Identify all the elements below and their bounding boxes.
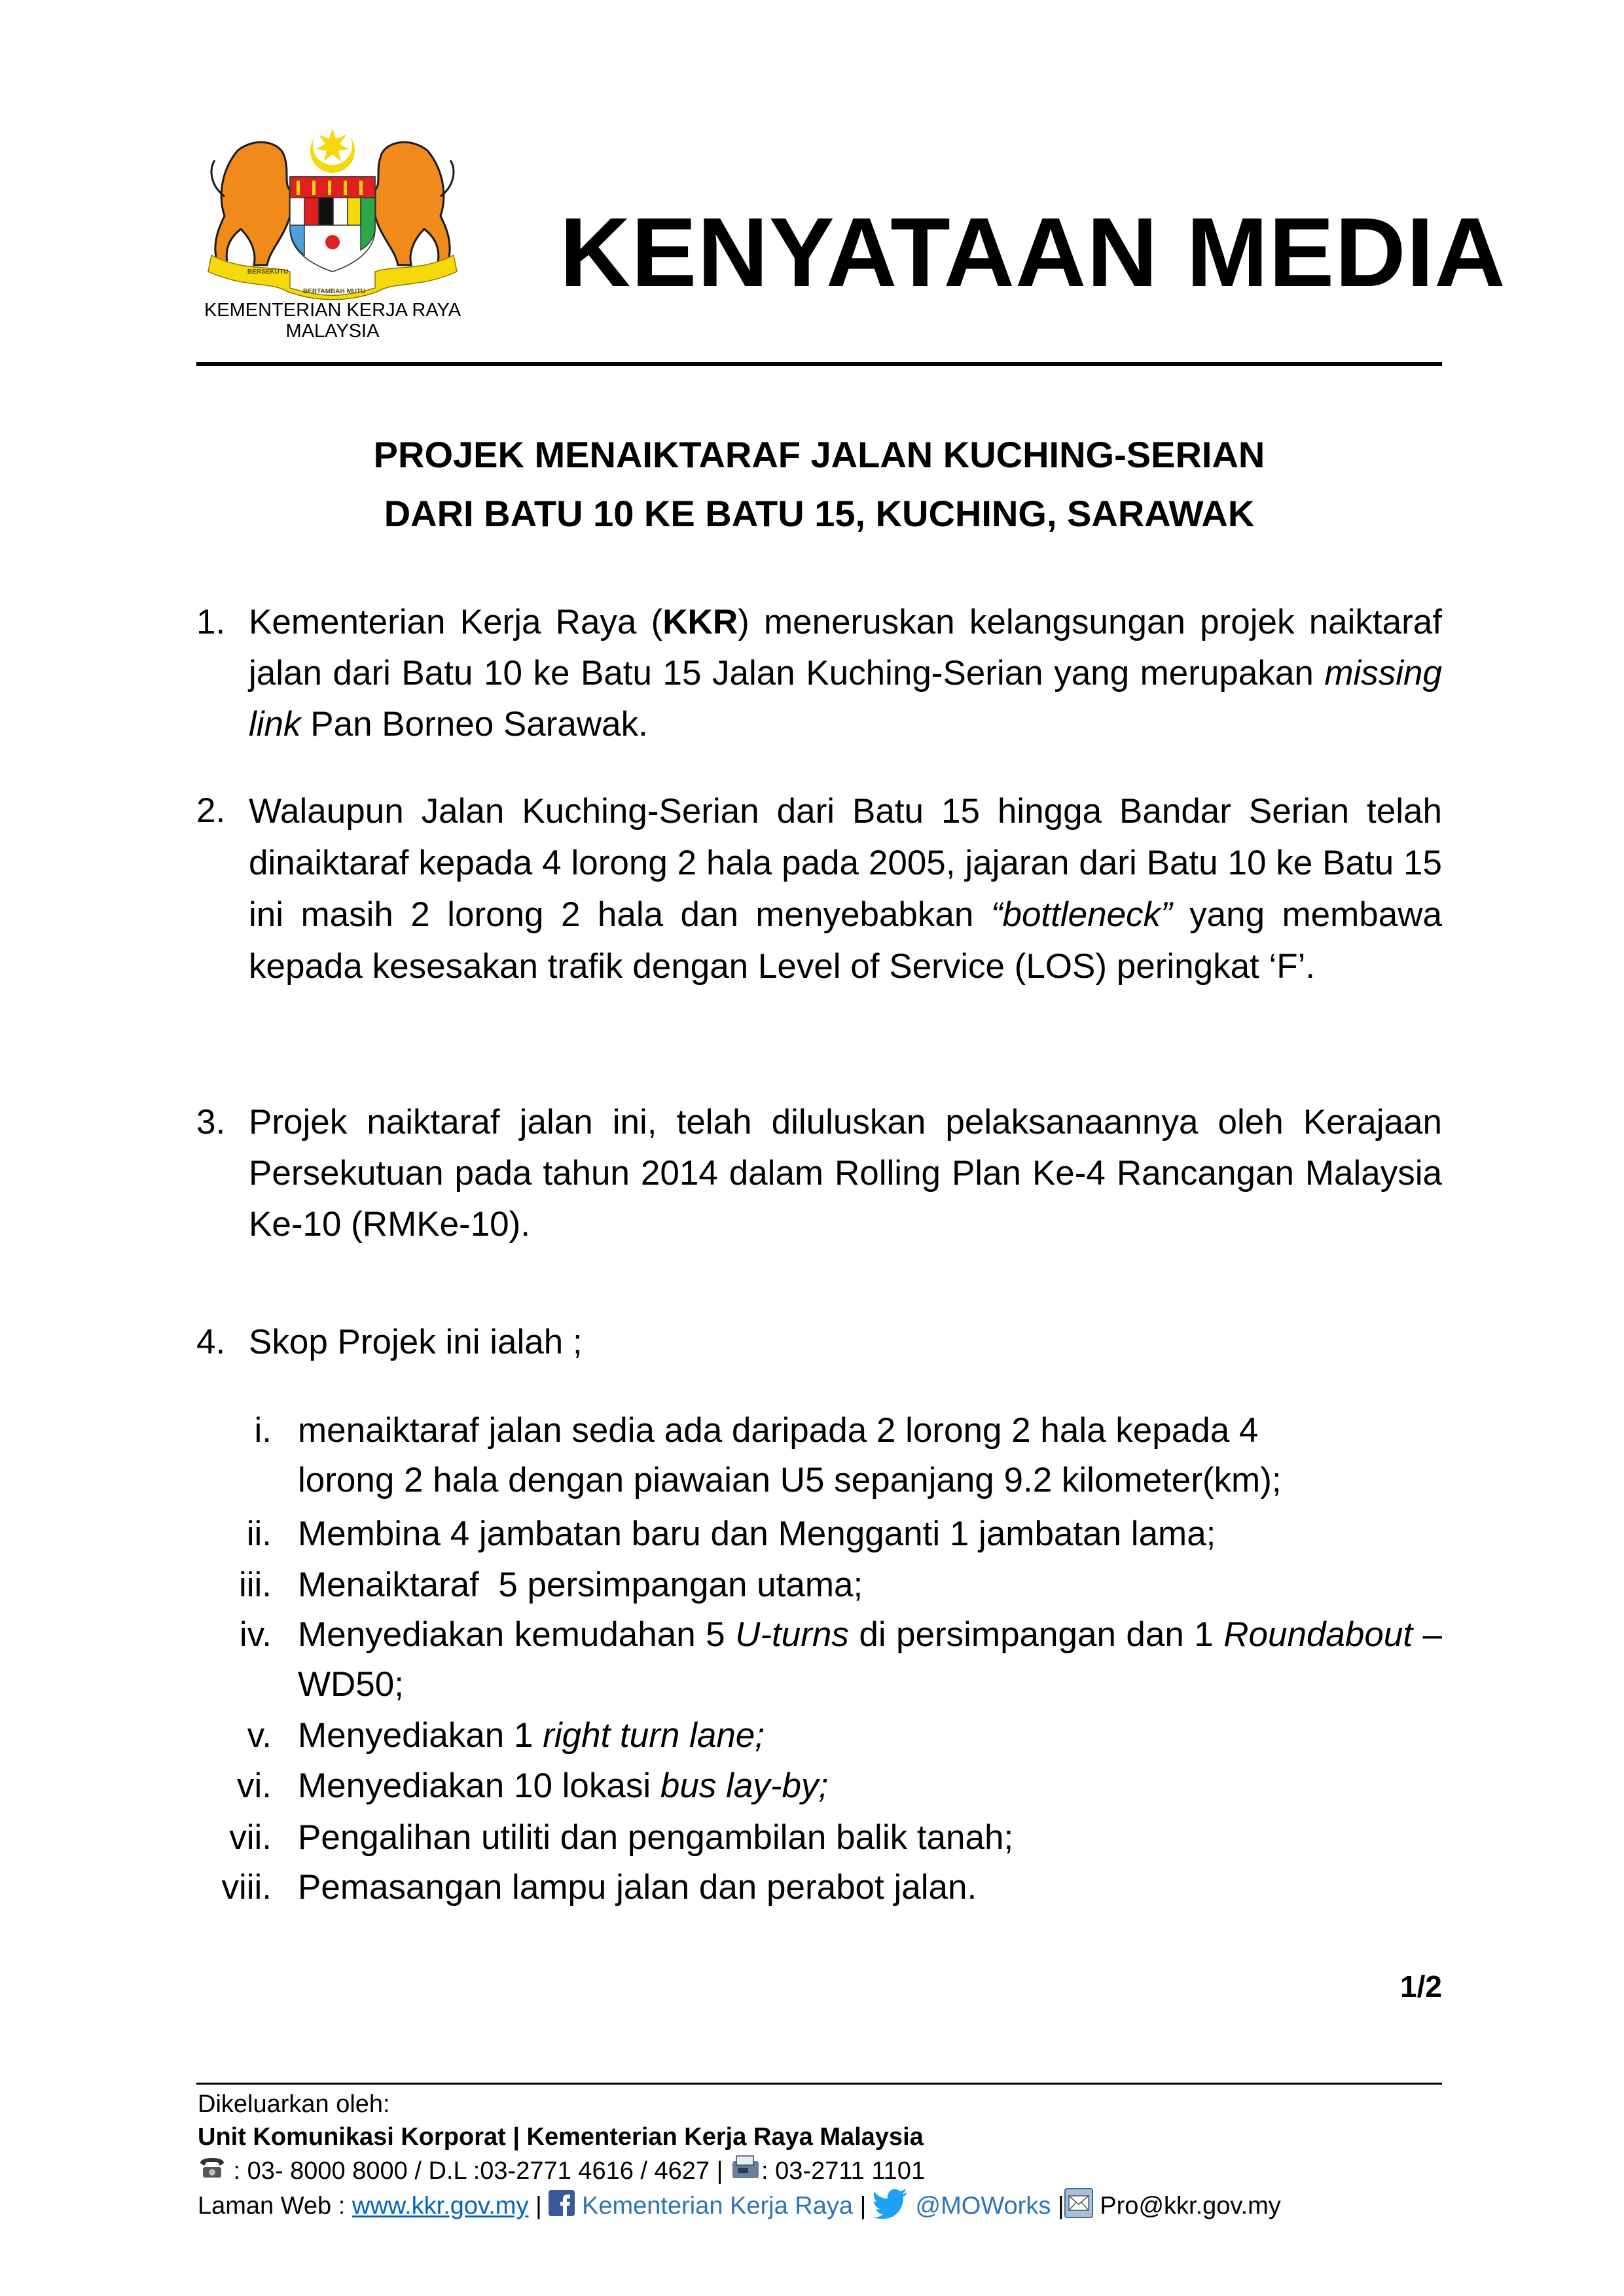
text-segment: Pan Borneo Sarawak. [300, 705, 648, 744]
text-segment: Pengalihan utiliti dan pengambilan balik tanah; [298, 1818, 1014, 1857]
text-segment: Kementerian Kerja Raya ( [249, 603, 663, 641]
text-segment: Projek naiktaraf jalan ini, telah diluluskan pelaksanaannya oleh Kerajaan Persekutuan pada tahun 2014 dalam Rolling Plan Ke-4 Rancangan Malaysia Ke-10 (RMKe-10). [249, 1103, 1442, 1244]
scope-text [298, 1406, 1358, 1505]
email-icon[interactable] [1064, 2188, 1093, 2227]
text-segment: yang membawa kepada kesesakan trafik dengan Level of Service (LOS) peringkat ‘F’. [249, 895, 1443, 986]
scope-item [190, 1761, 1442, 1811]
title-line-2: DARI BATU 10 KE BATU 15, KUCHING, SARAWAK [384, 493, 1255, 534]
text-segment: Skop Projek ini ialah ; [249, 1323, 583, 1361]
text-segment: – WD50; [298, 1615, 1443, 1704]
scope-numeral: vii. [229, 1818, 272, 1857]
press-release-title [196, 425, 1442, 543]
scope-text [298, 1863, 1442, 1912]
footer-issued-by: Dikeluarkan oleh: [198, 2090, 390, 2118]
website-link[interactable]: www.kkr.gov.my [352, 2192, 529, 2220]
scope-item [190, 1813, 1442, 1863]
text-segment: ) meneruskan kelangsungan projek naiktaraf jalan dari Batu 10 ke Batu 15 Jalan Kuching-Serian yang merupakan [249, 603, 1442, 692]
footer-contact-line [198, 2155, 925, 2189]
text-segment: missing link [249, 654, 1442, 744]
scope-text [298, 1610, 1442, 1710]
scope-item [190, 1406, 1442, 1505]
paragraph-number: 2. [196, 791, 226, 830]
logo-org-line2: MALAYSIA [285, 321, 380, 342]
logo-org-line1: KEMENTERIAN KERJA RAYA [204, 300, 461, 321]
text-segment: U-turns [735, 1615, 849, 1654]
ministry-logo [192, 124, 473, 344]
paragraph-2 [196, 785, 1442, 992]
paragraph-text [249, 785, 1442, 992]
paragraph-1 [196, 597, 1442, 750]
title-line-1: PROJEK MENAIKTARAF JALAN KUCHING-SERIAN [373, 434, 1265, 475]
fax-text: : 03-2711 1101 [761, 2157, 926, 2185]
scope-text [298, 1509, 1442, 1559]
text-segment: Menyediakan 10 lokasi [298, 1767, 660, 1805]
phone-text: : 03- 8000 8000 / D.L :03-2771 4616 / 4627 | [226, 2157, 723, 2185]
scope-numeral: vi. [237, 1767, 272, 1805]
scope-text [298, 1711, 1442, 1761]
scope-item [190, 1509, 1442, 1559]
text-segment: Menyediakan kemudahan 5 [298, 1615, 736, 1654]
telephone-icon [198, 2156, 226, 2189]
text-segment: bus lay-by; [660, 1767, 829, 1805]
text-segment: menaiktaraf jalan sedia ada daripada 2 lorong 2 hala kepada 4 lorong 2 hala dengan piawaian U5 sepanjang 9.2 kilometer(km); [298, 1411, 1282, 1499]
paragraph-number: 4. [196, 1323, 226, 1361]
scope-text [298, 1560, 1442, 1610]
text-segment: Walaupun Jalan Kuching-Serian dari Batu 15 hingga Bandar Serian telah dinaiktaraf kepada 4 lorong 2 hala pada 2005, jajaran dari Batu 10 ke Batu 15 ini masih 2 lorong 2 hala dan menyebabkan [249, 792, 1442, 934]
scope-numeral: v. [247, 1716, 272, 1755]
scope-numeral: iv. [239, 1615, 272, 1654]
separator: | [853, 2192, 873, 2220]
shield [290, 177, 375, 272]
paragraph-4 [196, 1317, 1442, 1368]
text-segment: KKR [662, 603, 738, 641]
paragraph-text [249, 1317, 1442, 1368]
scope-text [298, 1813, 1442, 1863]
footer-divider [196, 2083, 1442, 2085]
paragraph-3 [196, 1097, 1442, 1250]
motto-center-text: BERTAMBAH MUTU [303, 288, 366, 295]
scope-item [190, 1560, 1442, 1610]
text-segment: Membina 4 jambatan baru dan Mengganti 1 jambatan lama; [298, 1515, 1216, 1553]
text-segment: Roundabout [1223, 1615, 1413, 1654]
text-segment: “bottleneck” [990, 895, 1172, 934]
facebook-link[interactable]: Kementerian Kerja Raya [575, 2192, 853, 2220]
scope-item [190, 1610, 1442, 1710]
coat-of-arms-icon [192, 124, 473, 301]
twitter-icon[interactable] [873, 2187, 909, 2227]
paragraph-number: 3. [196, 1103, 226, 1141]
fax-icon [730, 2155, 761, 2189]
scope-numeral: iii. [238, 1566, 272, 1604]
scope-numeral: ii. [246, 1515, 272, 1553]
web-label: Laman Web : [198, 2192, 352, 2220]
facebook-icon[interactable] [549, 2189, 575, 2226]
scope-item [190, 1863, 1442, 1912]
paragraph-text [249, 597, 1442, 750]
email-text[interactable]: Pro@kkr.gov.my [1092, 2192, 1281, 2220]
left-tiger [211, 142, 290, 265]
separator: | [528, 2192, 549, 2220]
text-segment: Menyediakan 1 [298, 1716, 543, 1755]
page-number: 1/2 [1400, 1969, 1442, 2003]
text-segment: Pemasangan lampu jalan dan perabot jalan. [298, 1868, 977, 1907]
scope-item [190, 1711, 1442, 1761]
header-divider [196, 362, 1442, 366]
text-segment: Menaiktaraf 5 persimpangan utama; [298, 1566, 863, 1604]
scope-numeral: i. [254, 1411, 272, 1450]
motto-left-text: BERSEKUTU [247, 268, 289, 276]
text-segment: di persimpangan dan 1 [848, 1615, 1224, 1654]
footer-web-line [198, 2187, 1281, 2227]
scope-numeral: viii. [221, 1868, 272, 1907]
paragraph-text [249, 1097, 1442, 1250]
text-segment: right turn lane; [543, 1716, 765, 1755]
paragraph-number: 1. [196, 603, 226, 641]
document-heading: KENYATAAN MEDIA [560, 197, 1506, 307]
separator: | [1051, 2192, 1064, 2220]
footer-unit: Unit Komunikasi Korporat | Kementerian Kerja Raya Malaysia [198, 2123, 924, 2151]
twitter-link[interactable]: @MOWorks [909, 2192, 1051, 2220]
right-tiger [375, 142, 454, 265]
scope-text [298, 1761, 1442, 1811]
